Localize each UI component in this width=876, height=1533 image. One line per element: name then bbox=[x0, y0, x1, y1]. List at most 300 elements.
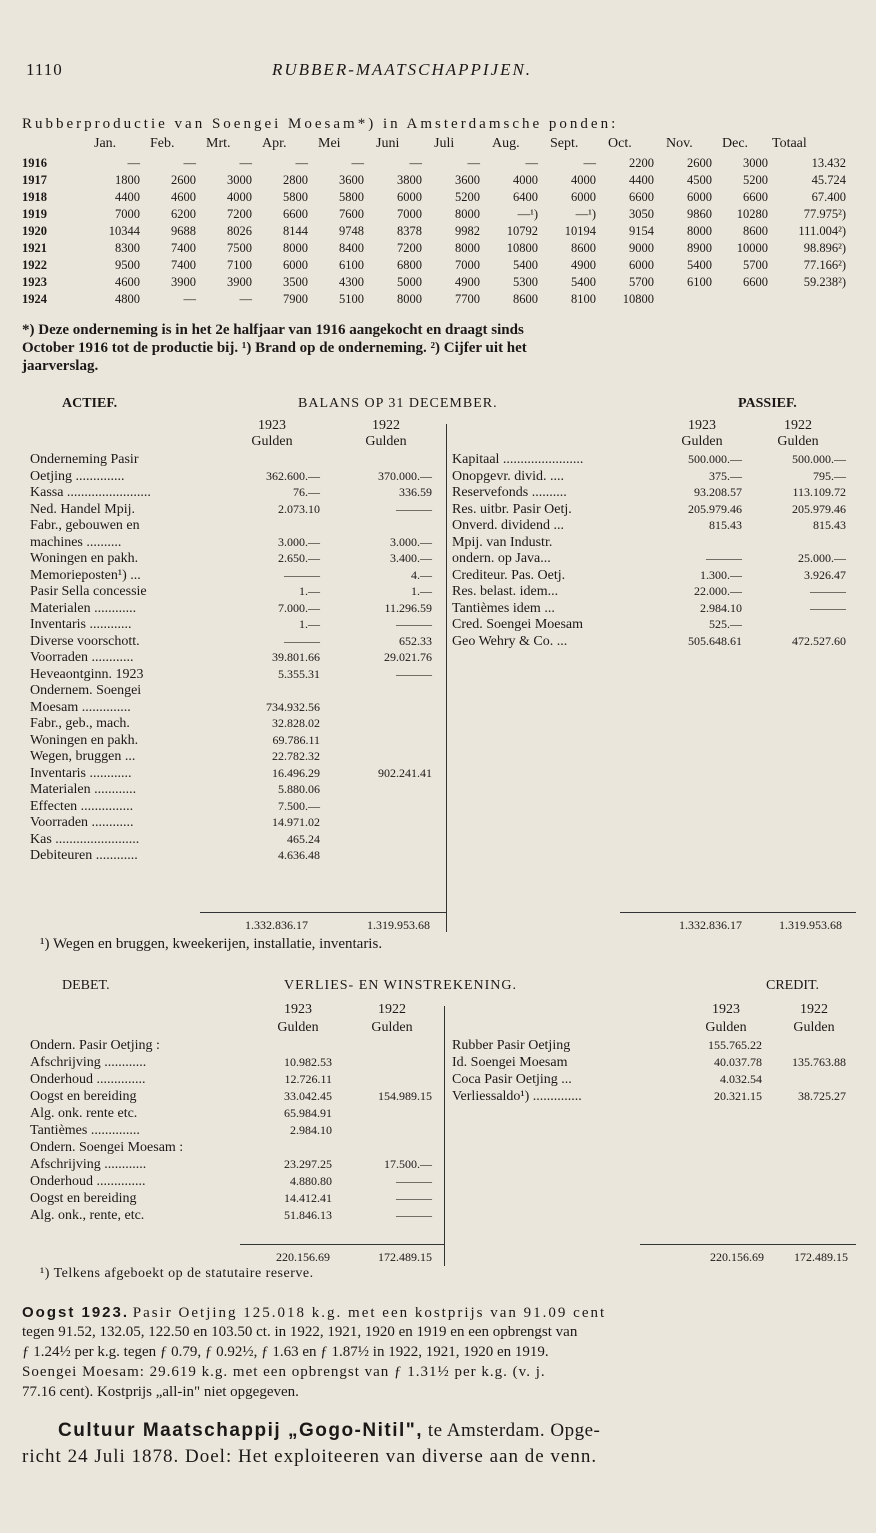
production-cell: 111.004²) bbox=[798, 224, 846, 238]
production-cell: 8378 bbox=[397, 224, 422, 238]
balance-actief-row bbox=[30, 848, 440, 864]
pl-debet-value-1923: 10.982.53 bbox=[284, 1055, 332, 1069]
production-cell: 4300 bbox=[339, 275, 364, 289]
production-row bbox=[22, 156, 852, 172]
production-cell: 8026 bbox=[227, 224, 252, 238]
balance-actief-value-1923: 465.24 bbox=[287, 831, 320, 846]
balance-col-1922: 1922 bbox=[372, 418, 400, 433]
balance-actief-row bbox=[30, 518, 440, 534]
production-cell: 6000 bbox=[687, 190, 712, 204]
balance-passief-value-1923: 375.— bbox=[709, 468, 742, 483]
production-year: 1920 bbox=[22, 224, 47, 238]
pl-total-right-1923: 220.156.69 bbox=[710, 1250, 764, 1264]
balance-actief-value-1922: ——— bbox=[396, 617, 432, 631]
production-cell: 9982 bbox=[455, 224, 480, 238]
balance-actief-value-1923: ——— bbox=[284, 567, 320, 582]
balance-passief-list bbox=[452, 452, 852, 652]
production-row bbox=[22, 224, 852, 240]
production-cell: 8000 bbox=[397, 292, 422, 306]
production-cell: 6000 bbox=[397, 190, 422, 204]
production-cell: 7900 bbox=[283, 292, 308, 306]
balance-actief-row bbox=[30, 485, 440, 501]
balance-actief-label: ACTIEF. bbox=[62, 396, 118, 411]
production-cell: 10792 bbox=[506, 224, 538, 238]
balance-actief-value-1923: 76.— bbox=[293, 485, 320, 499]
production-year: 1917 bbox=[22, 173, 47, 187]
pl-debet-value-1922: ——— bbox=[396, 1174, 432, 1188]
pl-credit-label: Id. Soengei Moesam bbox=[452, 1055, 568, 1070]
balance-actief-value-1923: 39.801.66 bbox=[272, 650, 320, 664]
balance-passief-value-1922: 205.979.46 bbox=[792, 501, 846, 516]
harvest-line-3: ƒ 1.24½ per k.g. tegen ƒ 0.79, ƒ 0.92½, ƒ 1.63 en ƒ 1.87½ in 1922, 1921, 1920 en 1919. bbox=[22, 1344, 549, 1360]
balance-passief-value-1922: ——— bbox=[810, 600, 846, 615]
pl-credit-value-1923: 4.032.54 bbox=[720, 1072, 762, 1086]
balance-actief-value-1923: 32.828.02 bbox=[272, 716, 320, 730]
pl-total-right-1922: 172.489.15 bbox=[794, 1250, 848, 1264]
balance-actief-row bbox=[30, 650, 440, 666]
production-month-header: Aug. bbox=[492, 136, 520, 151]
production-cell: 7700 bbox=[455, 292, 480, 306]
production-cell: 2600 bbox=[171, 173, 196, 187]
balance-actief-row bbox=[30, 782, 440, 798]
pl-credit-value-1923: 40.037.78 bbox=[714, 1055, 762, 1069]
balance-actief-value-1922: 3.400.— bbox=[390, 551, 432, 565]
production-cell: 9688 bbox=[171, 224, 196, 238]
production-cell: 6000 bbox=[571, 190, 596, 204]
balance-col-1923: 1923 bbox=[258, 418, 286, 433]
production-year: 1916 bbox=[22, 156, 47, 170]
pl-col-1922-r: 1922 bbox=[800, 1002, 828, 1017]
balance-actief-value-1922: 1.— bbox=[411, 584, 432, 598]
balance-actief-label: Memorieposten¹) ... bbox=[30, 567, 141, 583]
production-year: 1924 bbox=[22, 292, 47, 306]
production-cell: 3000 bbox=[743, 156, 768, 170]
production-cell: 10800 bbox=[506, 241, 538, 255]
balance-actief-row bbox=[30, 716, 440, 732]
balance-actief-value-1922: 4.— bbox=[411, 567, 432, 582]
production-cell: 45.724 bbox=[811, 173, 846, 187]
production-cell: 5100 bbox=[339, 292, 364, 306]
pl-debet-label: Ondern. Pasir Oetjing : bbox=[30, 1038, 160, 1053]
balance-actief-row bbox=[30, 535, 440, 551]
balance-passief-label: Onverd. dividend ... bbox=[452, 518, 564, 533]
balance-passief-label: Onopgevr. divid. .... bbox=[452, 468, 564, 484]
production-cell: 8900 bbox=[687, 241, 712, 255]
pl-credit-label: Coca Pasir Oetjing ... bbox=[452, 1072, 572, 1087]
balance-col-1923-r: 1923 bbox=[688, 418, 716, 433]
balance-actief-value-1922: ——— bbox=[396, 666, 432, 681]
page-number: 1110 bbox=[26, 60, 63, 79]
production-cell: 6100 bbox=[687, 275, 712, 289]
production-cell: 10194 bbox=[564, 224, 596, 238]
production-cell: 8144 bbox=[283, 224, 308, 238]
pl-debet-value-1922: 154.989.15 bbox=[378, 1089, 432, 1103]
balance-col-1922-r: 1922 bbox=[784, 418, 812, 433]
balance-actief-label: Ned. Handel Mpij. bbox=[30, 501, 135, 517]
production-cell: 4900 bbox=[571, 258, 596, 272]
production-cell: 2600 bbox=[687, 156, 712, 170]
production-month-header: Mei bbox=[318, 136, 341, 151]
pl-debet-value-1922: ——— bbox=[396, 1208, 432, 1222]
production-cell: 4400 bbox=[629, 173, 654, 187]
balance-divider bbox=[446, 424, 447, 932]
balance-passief-row bbox=[452, 617, 852, 633]
balance-passief-value-1923: 205.979.46 bbox=[688, 501, 742, 516]
balance-actief-value-1922: 652.33 bbox=[399, 633, 432, 648]
production-cell: 5000 bbox=[397, 275, 422, 289]
harvest-line-1 bbox=[22, 1304, 606, 1322]
balance-actief-label: Kas ........................ bbox=[30, 831, 140, 847]
balance-passief-label: Cred. Soengei Moesam bbox=[452, 617, 584, 632]
production-cell: 3900 bbox=[227, 275, 252, 289]
pl-debet-label: Oogst en bereiding bbox=[30, 1191, 137, 1206]
production-cell: 7100 bbox=[227, 258, 252, 272]
balance-actief-value-1922: ——— bbox=[396, 501, 432, 516]
balance-actief-value-1923: 7.000.— bbox=[278, 600, 320, 615]
balance-actief-row bbox=[30, 766, 440, 782]
production-cell: — bbox=[127, 156, 140, 170]
balance-col-gulden-3: Gulden bbox=[681, 434, 723, 449]
balance-actief-row bbox=[30, 683, 440, 699]
balance-actief-value-1923: 2.650.— bbox=[278, 551, 320, 565]
pl-credit-value-1923: 155.765.22 bbox=[708, 1038, 762, 1052]
harvest-line-2: tegen 91.52, 132.05, 122.50 en 103.50 ct. in 1922, 1921, 1920 en 1919 en een opbrengst van bbox=[22, 1324, 578, 1340]
production-year: 1919 bbox=[22, 207, 47, 221]
pl-debet-value-1923: 4.880.80 bbox=[290, 1174, 332, 1188]
pl-debet-label: Alg. onk., rente, etc. bbox=[30, 1208, 145, 1223]
production-cell: 8300 bbox=[115, 241, 140, 255]
pl-debet-row bbox=[30, 1106, 442, 1122]
balance-passief-value-1922: 3.926.47 bbox=[804, 567, 846, 582]
balance-actief-value-1923: 2.073.10 bbox=[278, 501, 320, 516]
production-cell: 10280 bbox=[736, 207, 768, 221]
pl-debet-label: Onderhoud .............. bbox=[30, 1072, 146, 1087]
balance-actief-label: Fabr., geb., mach. bbox=[30, 716, 130, 731]
production-year: 1921 bbox=[22, 241, 47, 255]
balance-passief-value-1923: 815.43 bbox=[709, 518, 742, 532]
balance-total-left-1923: 1.332.836.17 bbox=[245, 918, 308, 932]
harvest-line-4: Soengei Moesam: 29.619 k.g. met een opbrengst van ƒ 1.31½ per k.g. (v. j. bbox=[22, 1364, 546, 1380]
production-cell: 9860 bbox=[687, 207, 712, 221]
pl-total-line-right bbox=[640, 1244, 856, 1245]
balance-actief-value-1922: 29.021.76 bbox=[384, 650, 432, 664]
balance-passief-row bbox=[452, 584, 852, 600]
production-cell: 10000 bbox=[736, 241, 768, 255]
balance-actief-row bbox=[30, 617, 440, 633]
balance-passief-label: Res. belast. idem... bbox=[452, 584, 559, 599]
production-cell: 4900 bbox=[455, 275, 480, 289]
production-cell: 6400 bbox=[513, 190, 538, 204]
balance-actief-label: Ondernem. Soengei bbox=[30, 683, 142, 698]
balance-passief-value-1922: ——— bbox=[810, 584, 846, 598]
production-cell: — bbox=[239, 292, 252, 306]
production-footnote-1: *) Deze onderneming is in het 2e halfjaar van 1916 aangekocht en draagt sinds bbox=[22, 322, 524, 338]
production-cell: 3900 bbox=[171, 275, 196, 289]
production-cell: 8100 bbox=[571, 292, 596, 306]
balance-actief-row bbox=[30, 749, 440, 765]
production-month-header: Oct. bbox=[608, 136, 632, 151]
balance-passief-label: PASSIEF. bbox=[738, 396, 797, 411]
pl-debet-value-1923: 33.042.45 bbox=[284, 1089, 332, 1103]
production-cell: 67.400 bbox=[811, 190, 846, 204]
production-month-header: Dec. bbox=[722, 136, 749, 151]
balance-passief-value-1923: 2.984.10 bbox=[700, 600, 742, 615]
pl-footnote: ¹) Telkens afgeboekt op de statutaire reserve. bbox=[40, 1266, 314, 1281]
balance-title: BALANS OP 31 DECEMBER. bbox=[298, 396, 498, 411]
production-cell: 4600 bbox=[115, 275, 140, 289]
production-cell: 6600 bbox=[283, 207, 308, 221]
balance-passief-label: Geo Wehry & Co. ... bbox=[452, 633, 568, 649]
balance-actief-value-1922: 902.241.41 bbox=[378, 765, 432, 780]
balance-actief-label: Oetjing .............. bbox=[30, 468, 125, 484]
production-cell: — bbox=[295, 156, 308, 170]
production-cell: — bbox=[467, 156, 480, 170]
pl-debet-value-1923: 14.412.41 bbox=[284, 1191, 332, 1205]
company-line-2: richt 24 Juli 1878. Doel: Het exploiteeren van diverse aan de venn. bbox=[22, 1446, 598, 1467]
balance-passief-value-1923: ——— bbox=[706, 551, 742, 565]
pl-title: VERLIES- EN WINSTREKENING. bbox=[284, 978, 517, 993]
production-cell: 5200 bbox=[455, 190, 480, 204]
production-year: 1923 bbox=[22, 275, 47, 289]
company-name: Cultuur Maatschappij „Gogo-Nitil", bbox=[58, 1420, 424, 1441]
pl-credit-value-1923: 20.321.15 bbox=[714, 1089, 762, 1103]
production-cell: 6800 bbox=[397, 258, 422, 272]
production-cell: — bbox=[409, 156, 422, 170]
balance-passief-label: Tantièmes idem ... bbox=[452, 600, 555, 616]
production-cell: 7000 bbox=[455, 258, 480, 272]
production-cell: 4600 bbox=[171, 190, 196, 204]
balance-actief-value-1923: 1.— bbox=[299, 584, 320, 598]
production-cell: 3800 bbox=[397, 173, 422, 187]
production-cell: 5400 bbox=[513, 258, 538, 272]
production-cell: 8000 bbox=[455, 207, 480, 221]
balance-actief-value-1923: 734.932.56 bbox=[266, 699, 320, 714]
production-cell: 2800 bbox=[283, 173, 308, 187]
balance-actief-label: Pasir Sella concessie bbox=[30, 584, 147, 599]
pl-debet-list bbox=[30, 1038, 442, 1238]
pl-debet-row bbox=[30, 1208, 442, 1224]
pl-debet-row bbox=[30, 1123, 442, 1139]
balance-actief-row bbox=[30, 601, 440, 617]
production-cell: 77.166²) bbox=[803, 258, 846, 272]
production-month-header: Juli bbox=[434, 136, 455, 151]
production-cell: 59.238²) bbox=[803, 275, 846, 289]
pl-debet-row bbox=[30, 1089, 442, 1105]
balance-passief-value-1923: 1.300.— bbox=[700, 567, 742, 582]
production-cell: 3600 bbox=[455, 173, 480, 187]
balance-total-line-left bbox=[200, 912, 446, 913]
balance-actief-label: Moesam .............. bbox=[30, 699, 131, 715]
balance-actief-value-1922: 3.000.— bbox=[390, 534, 432, 549]
pl-col-gulden-3: Gulden bbox=[705, 1020, 747, 1035]
balance-passief-row bbox=[452, 535, 852, 551]
balance-actief-label: Kassa ........................ bbox=[30, 485, 151, 500]
pl-col-1923-r: 1923 bbox=[712, 1002, 740, 1017]
production-row bbox=[22, 207, 852, 223]
balance-actief-label: Inventaris ............ bbox=[30, 617, 132, 632]
balance-actief-label: Diverse voorschott. bbox=[30, 633, 140, 649]
balance-passief-value-1923: 505.648.61 bbox=[688, 633, 742, 648]
production-cell: 3600 bbox=[339, 173, 364, 187]
balance-passief-label: Reservefonds .......... bbox=[452, 485, 567, 500]
pl-debet-label: DEBET. bbox=[62, 978, 110, 993]
balance-actief-label: Woningen en pakh. bbox=[30, 732, 139, 748]
pl-col-1923: 1923 bbox=[284, 1002, 312, 1017]
production-cell: 5700 bbox=[629, 275, 654, 289]
balance-passief-value-1922: 113.109.72 bbox=[792, 485, 846, 499]
production-footnote-3: jaarverslag. bbox=[22, 358, 99, 374]
balance-actief-row bbox=[30, 568, 440, 584]
production-row bbox=[22, 275, 852, 291]
pl-credit-label: Rubber Pasir Oetjing bbox=[452, 1038, 571, 1053]
balance-actief-value-1923: 7.500.— bbox=[278, 798, 320, 813]
pl-debet-value-1923: 51.846.13 bbox=[284, 1208, 332, 1222]
production-cell: 9000 bbox=[629, 241, 654, 255]
pl-divider bbox=[444, 1006, 445, 1266]
balance-actief-label: Voorraden ............ bbox=[30, 650, 134, 665]
balance-actief-row bbox=[30, 667, 440, 683]
balance-actief-row bbox=[30, 832, 440, 848]
production-cell: 9154 bbox=[629, 224, 654, 238]
production-cell: 6100 bbox=[339, 258, 364, 272]
production-month-header: Feb. bbox=[150, 136, 175, 151]
production-row bbox=[22, 258, 852, 274]
production-year: 1922 bbox=[22, 258, 47, 272]
production-cell: 3000 bbox=[227, 173, 252, 187]
production-cell: 7000 bbox=[115, 207, 140, 221]
balance-actief-value-1923: 14.971.02 bbox=[272, 815, 320, 829]
pl-col-gulden-2: Gulden bbox=[371, 1020, 413, 1035]
production-cell: 6000 bbox=[629, 258, 654, 272]
balance-passief-row bbox=[452, 568, 852, 584]
balance-actief-row bbox=[30, 551, 440, 567]
production-cell: 5800 bbox=[283, 190, 308, 204]
balance-passief-value-1922: 472.527.60 bbox=[792, 633, 846, 648]
balance-passief-value-1922: 815.43 bbox=[813, 518, 846, 532]
production-cell: 98.896²) bbox=[803, 241, 846, 255]
production-cell: 8000 bbox=[283, 241, 308, 255]
pl-credit-label: Verliessaldo¹) .............. bbox=[452, 1089, 582, 1104]
pl-debet-label: Oogst en bereiding bbox=[30, 1089, 137, 1104]
balance-actief-row bbox=[30, 799, 440, 815]
production-cell: —¹) bbox=[575, 207, 596, 221]
production-cell: 6600 bbox=[629, 190, 654, 204]
production-month-header: Apr. bbox=[262, 136, 287, 151]
balance-actief-label: Onderneming Pasir bbox=[30, 452, 139, 467]
balance-total-right-1922: 1.319.953.68 bbox=[779, 918, 842, 932]
balance-actief-label: Effecten ............... bbox=[30, 798, 134, 814]
pl-total-line-left bbox=[240, 1244, 444, 1245]
balance-total-right-1923: 1.332.836.17 bbox=[679, 918, 742, 932]
balance-actief-value-1923: 5.355.31 bbox=[278, 666, 320, 681]
balance-actief-label: Heveaontginn. 1923 bbox=[30, 666, 144, 682]
pl-debet-row bbox=[30, 1191, 442, 1207]
balance-actief-row bbox=[30, 469, 440, 485]
balance-col-gulden-2: Gulden bbox=[365, 434, 407, 449]
pl-debet-row bbox=[30, 1174, 442, 1190]
balance-passief-value-1923: 22.000.— bbox=[694, 584, 742, 598]
pl-col-gulden-1: Gulden bbox=[277, 1020, 319, 1035]
balance-actief-label: machines .......... bbox=[30, 534, 122, 550]
balance-actief-value-1923: 362.600.— bbox=[266, 468, 320, 483]
balance-actief-value-1923: 22.782.32 bbox=[272, 749, 320, 763]
production-cell: 9500 bbox=[115, 258, 140, 272]
pl-debet-label: Ondern. Soengei Moesam : bbox=[30, 1140, 184, 1155]
balance-actief-row bbox=[30, 634, 440, 650]
balance-actief-row bbox=[30, 815, 440, 831]
pl-total-left-1922: 172.489.15 bbox=[378, 1250, 432, 1264]
balance-actief-value-1923: 3.000.— bbox=[278, 534, 320, 549]
pl-credit-row bbox=[452, 1038, 852, 1054]
balance-passief-row bbox=[452, 502, 852, 518]
balance-total-left-1922: 1.319.953.68 bbox=[367, 918, 430, 932]
production-table bbox=[22, 156, 852, 316]
production-cell: 3050 bbox=[629, 207, 654, 221]
balance-passief-row bbox=[452, 485, 852, 501]
production-cell: — bbox=[183, 292, 196, 306]
production-cell: 7000 bbox=[397, 207, 422, 221]
production-month-header: Mrt. bbox=[206, 136, 231, 151]
pl-debet-row bbox=[30, 1055, 442, 1071]
production-cell: 7400 bbox=[171, 241, 196, 255]
balance-passief-label: Res. uitbr. Pasir Oetj. bbox=[452, 501, 572, 517]
production-cell: 7400 bbox=[171, 258, 196, 272]
production-cell: 7200 bbox=[227, 207, 252, 221]
pl-credit-list bbox=[452, 1038, 852, 1118]
production-row bbox=[22, 190, 852, 206]
balance-actief-label: Materialen ............ bbox=[30, 782, 137, 797]
balance-actief-label: Materialen ............ bbox=[30, 600, 137, 616]
production-cell: 6600 bbox=[743, 190, 768, 204]
production-cell: 4400 bbox=[115, 190, 140, 204]
production-cell: 5300 bbox=[513, 275, 538, 289]
balance-passief-value-1923: 500.000.— bbox=[688, 452, 742, 466]
production-month-header: Jan. bbox=[94, 136, 117, 151]
page-title: RUBBER-MAATSCHAPPIJEN. bbox=[272, 60, 533, 79]
production-cell: 13.432 bbox=[811, 156, 846, 170]
production-cell: — bbox=[583, 156, 596, 170]
balance-passief-value-1922: 795.— bbox=[813, 468, 846, 483]
pl-total-left-1923: 220.156.69 bbox=[276, 1250, 330, 1264]
balance-actief-value-1922: 336.59 bbox=[399, 485, 432, 499]
balance-actief-label: Wegen, bruggen ... bbox=[30, 749, 136, 764]
pl-credit-row bbox=[452, 1055, 852, 1071]
balance-actief-label: Fabr., gebouwen en bbox=[30, 518, 140, 533]
production-cell: — bbox=[525, 156, 538, 170]
production-cell: 8000 bbox=[687, 224, 712, 238]
balance-passief-row bbox=[452, 518, 852, 534]
pl-debet-value-1923: 23.297.25 bbox=[284, 1157, 332, 1171]
production-row bbox=[22, 241, 852, 257]
pl-col-1922: 1922 bbox=[378, 1002, 406, 1017]
pl-credit-value-1922: 135.763.88 bbox=[792, 1055, 846, 1069]
production-cell: 4000 bbox=[513, 173, 538, 187]
balance-actief-label: Woningen en pakh. bbox=[30, 551, 139, 566]
production-month-header: Juni bbox=[376, 136, 400, 151]
pl-col-gulden-4: Gulden bbox=[793, 1020, 835, 1035]
production-cell: — bbox=[239, 156, 252, 170]
pl-debet-row bbox=[30, 1157, 442, 1173]
production-cell: 4000 bbox=[227, 190, 252, 204]
balance-actief-value-1922: 11.296.59 bbox=[384, 600, 432, 615]
balance-actief-row bbox=[30, 733, 440, 749]
balance-passief-row bbox=[452, 634, 852, 650]
production-title: Rubberproductie van Soengei Moesam*) in Amsterdamsche ponden: bbox=[22, 116, 619, 132]
pl-credit-label: CREDIT. bbox=[766, 978, 820, 993]
production-footnote-2: October 1916 tot de productie bij. ¹) Brand op de onderneming. ²) Cijfer uit het bbox=[22, 340, 527, 356]
balance-passief-row bbox=[452, 601, 852, 617]
balance-footnote: ¹) Wegen en bruggen, kweekerijen, installatie, inventaris. bbox=[40, 936, 383, 952]
